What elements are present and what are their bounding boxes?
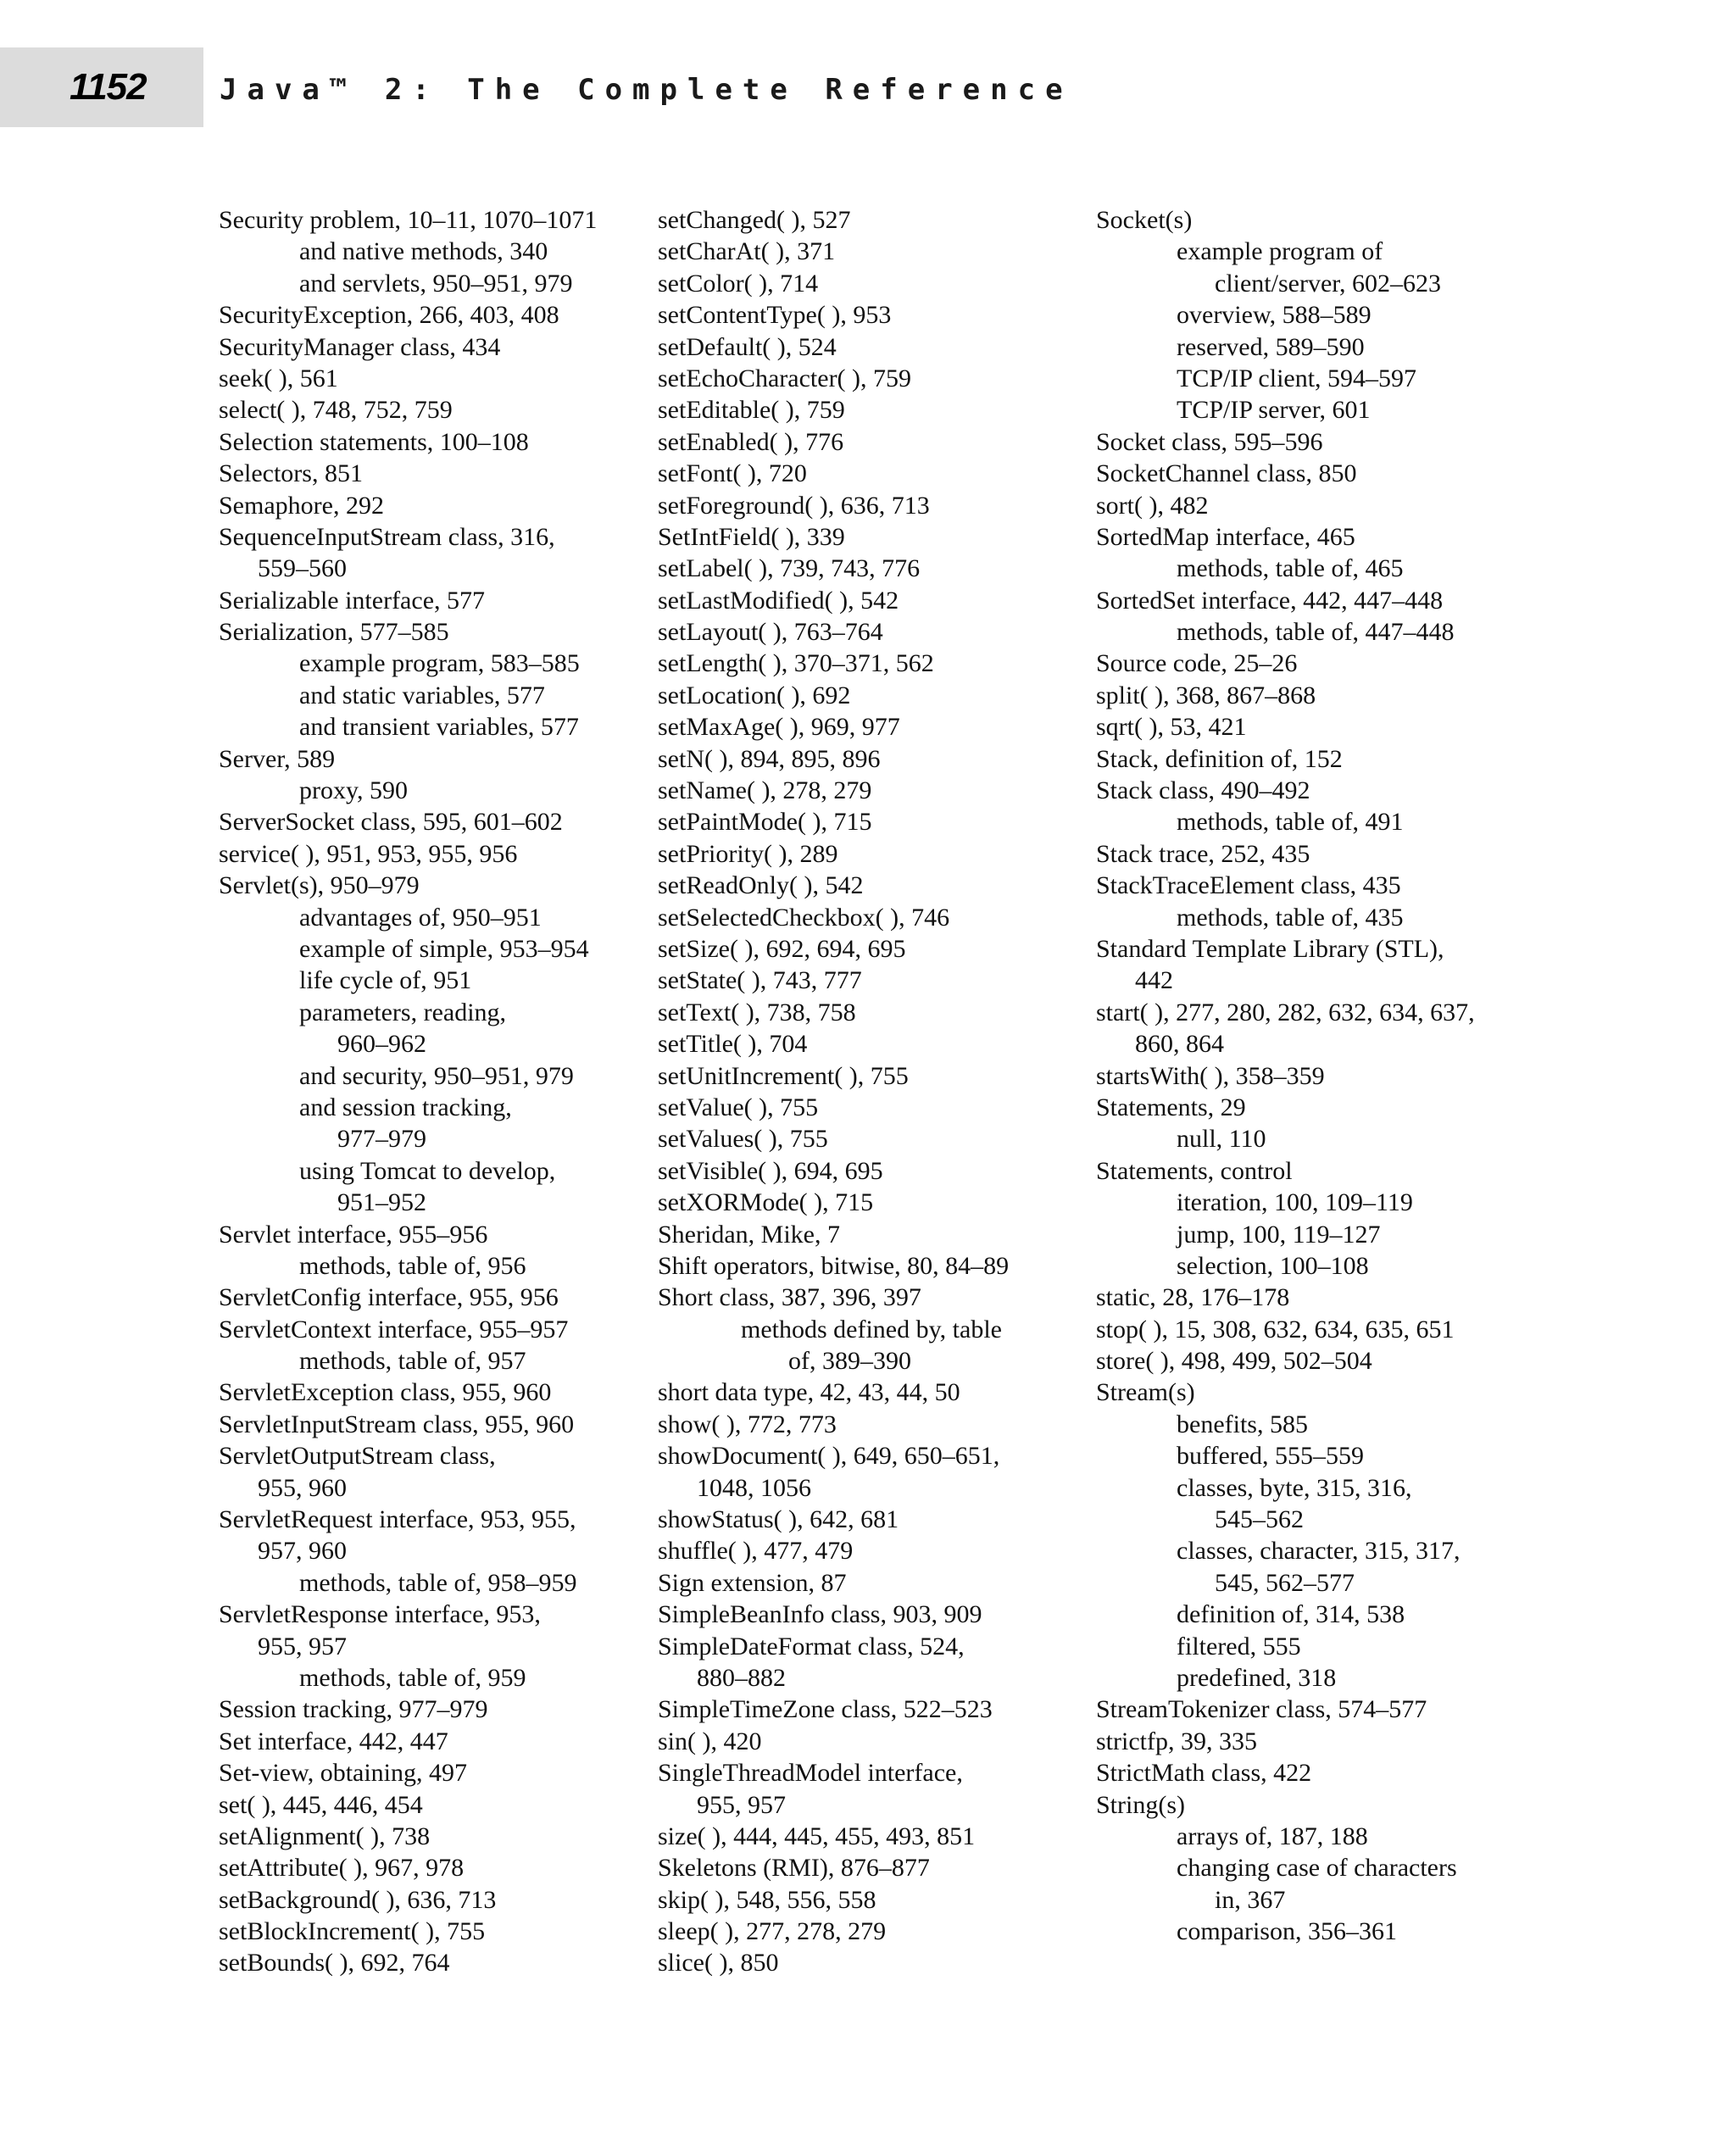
index-entry: strictfp, 39, 335 — [1096, 1727, 1257, 1755]
index-entry: 545, 562–577 — [1215, 1568, 1355, 1597]
index-entry: skip( ), 548, 556, 558 — [658, 1885, 876, 1914]
index-entry: setEchoCharacter( ), 759 — [658, 364, 912, 392]
index-entry: setBounds( ), 692, 764 — [219, 1949, 450, 1977]
index-entry: Serializable interface, 577 — [219, 586, 486, 615]
index-entry: split( ), 368, 867–868 — [1096, 681, 1316, 709]
index-entry: buffered, 555–559 — [1177, 1442, 1365, 1471]
index-entry: stop( ), 15, 308, 632, 634, 635, 651 — [1096, 1315, 1455, 1343]
index-entry: SingleThreadModel interface, — [658, 1759, 963, 1788]
index-entry: ServerSocket class, 595, 601–602 — [219, 808, 563, 837]
index-entry: sqrt( ), 53, 421 — [1096, 713, 1247, 742]
index-entry: ServletConfig interface, 955, 956 — [219, 1283, 559, 1312]
index-entry: classes, byte, 315, 316, — [1177, 1473, 1412, 1502]
index-entry: parameters, reading, — [299, 998, 507, 1026]
index-entry: StrictMath class, 422 — [1096, 1759, 1312, 1788]
index-entry: store( ), 498, 499, 502–504 — [1096, 1347, 1372, 1376]
index-entry: Statements, control — [1096, 1156, 1293, 1185]
index-entry: show( ), 772, 773 — [658, 1410, 837, 1438]
index-entry: sleep( ), 277, 278, 279 — [658, 1917, 887, 1946]
index-entry: String(s) — [1096, 1790, 1185, 1819]
index-entry: size( ), 444, 445, 455, 493, 851 — [658, 1822, 976, 1850]
index-entry: sort( ), 482 — [1096, 491, 1209, 520]
index-entry: 955, 960 — [258, 1473, 347, 1502]
index-entry: selection, 100–108 — [1177, 1251, 1369, 1280]
index-entry: Servlet interface, 955–956 — [219, 1220, 488, 1249]
index-entry: setXORMode( ), 715 — [658, 1188, 874, 1217]
index-entry: showDocument( ), 649, 650–651, — [658, 1442, 1000, 1471]
index-entry: short data type, 42, 43, 44, 50 — [658, 1378, 960, 1407]
index-entry: benefits, 585 — [1177, 1410, 1308, 1438]
index-entry: SimpleDateFormat class, 524, — [658, 1632, 965, 1660]
index-entry: overview, 588–589 — [1177, 301, 1372, 330]
index-entry: and native methods, 340 — [299, 237, 548, 266]
index-entry: null, 110 — [1177, 1125, 1266, 1154]
index-entry: changing case of characters — [1177, 1854, 1457, 1883]
page-number: 1152 — [70, 66, 147, 108]
index-entry: setMaxAge( ), 969, 977 — [658, 713, 900, 742]
index-entry: iteration, 100, 109–119 — [1177, 1188, 1413, 1217]
index-entry: SortedSet interface, 442, 447–448 — [1096, 586, 1444, 615]
index-entry: 545–562 — [1215, 1505, 1304, 1534]
index-entry: setN( ), 894, 895, 896 — [658, 744, 881, 773]
index-entry: jump, 100, 119–127 — [1177, 1220, 1381, 1249]
index-entry: Set-view, obtaining, 497 — [219, 1759, 468, 1788]
index-entry: slice( ), 850 — [658, 1949, 779, 1977]
index-entry: life cycle of, 951 — [299, 966, 472, 995]
index-entry: 1048, 1056 — [697, 1473, 811, 1502]
index-entry: 977–979 — [337, 1125, 426, 1154]
index-entry: classes, character, 315, 317, — [1177, 1537, 1461, 1566]
index-entry: Sign extension, 87 — [658, 1568, 847, 1597]
index-entry: 957, 960 — [258, 1537, 347, 1566]
index-entry: Socket(s) — [1096, 206, 1193, 234]
index-entry: and static variables, 577 — [299, 681, 545, 709]
index-entry: setEditable( ), 759 — [658, 396, 845, 425]
index-entry: setAttribute( ), 967, 978 — [219, 1854, 465, 1883]
index-entry: sin( ), 420 — [658, 1727, 762, 1755]
index-entry: methods, table of, 447–448 — [1177, 618, 1455, 647]
index-entry: ServletInputStream class, 955, 960 — [219, 1410, 575, 1438]
index-entry: SocketChannel class, 850 — [1096, 459, 1357, 488]
index-entry: setLastModified( ), 542 — [658, 586, 899, 615]
index-entry: setFont( ), 720 — [658, 459, 807, 488]
index-entry: 955, 957 — [258, 1632, 347, 1660]
index-entry: filtered, 555 — [1177, 1632, 1301, 1660]
index-entry: ServletResponse interface, 953, — [219, 1600, 541, 1629]
index-entry: Source code, 25–26 — [1096, 649, 1298, 678]
index-entry: 880–882 — [697, 1663, 786, 1692]
running-head: Java™ 2: The Complete Reference — [220, 73, 1073, 107]
index-entry: and security, 950–951, 979 — [299, 1061, 574, 1090]
index-entry: Short class, 387, 396, 397 — [658, 1283, 921, 1312]
index-entry: Selectors, 851 — [219, 459, 363, 488]
index-entry: StreamTokenizer class, 574–577 — [1096, 1695, 1427, 1724]
index-column-1 — [219, 204, 643, 1979]
index-entry: setSize( ), 692, 694, 695 — [658, 934, 906, 963]
index-entry: Stack, definition of, 152 — [1096, 744, 1343, 773]
index-entry: methods, table of, 957 — [299, 1347, 526, 1376]
index-entry: of, 389–390 — [788, 1347, 911, 1376]
index-entry: Session tracking, 977–979 — [219, 1695, 488, 1724]
index-entry: startsWith( ), 358–359 — [1096, 1061, 1325, 1090]
index-column-2 — [658, 204, 1082, 1979]
index-entry: ServletRequest interface, 953, 955, — [219, 1505, 576, 1534]
index-entry: SimpleBeanInfo class, 903, 909 — [658, 1600, 982, 1629]
index-entry: and transient variables, 577 — [299, 713, 579, 742]
index-entry: setUnitIncrement( ), 755 — [658, 1061, 909, 1090]
index-entry: proxy, 590 — [299, 776, 409, 805]
index-entry: setValue( ), 755 — [658, 1093, 819, 1121]
index-entry: showStatus( ), 642, 681 — [658, 1505, 899, 1534]
index-entry: Sheridan, Mike, 7 — [658, 1220, 840, 1249]
index-entry: and servlets, 950–951, 979 — [299, 269, 573, 298]
index-entry: service( ), 951, 953, 955, 956 — [219, 839, 518, 868]
index-entry: setLength( ), 370–371, 562 — [658, 649, 934, 678]
index-entry: Servlet(s), 950–979 — [219, 871, 420, 900]
index-entry: setReadOnly( ), 542 — [658, 871, 864, 900]
index-entry: Security problem, 10–11, 1070–1071 — [219, 206, 598, 234]
index-entry: methods, table of, 491 — [1177, 808, 1404, 837]
index-entry: example of simple, 953–954 — [299, 934, 589, 963]
index-entry: SequenceInputStream class, 316, — [219, 522, 555, 551]
index-entry: methods, table of, 958–959 — [299, 1568, 577, 1597]
index-entry: setLayout( ), 763–764 — [658, 618, 883, 647]
index-entry: methods, table of, 959 — [299, 1663, 526, 1692]
index-entry: in, 367 — [1215, 1885, 1286, 1914]
index-entry: setColor( ), 714 — [658, 269, 819, 298]
index-entry: Set interface, 442, 447 — [219, 1727, 448, 1755]
index-entry: setName( ), 278, 279 — [658, 776, 872, 805]
index-entry: seek( ), 561 — [219, 364, 338, 392]
index-entry: Selection statements, 100–108 — [219, 427, 529, 456]
index-entry: SetIntField( ), 339 — [658, 522, 845, 551]
index-entry: Socket class, 595–596 — [1096, 427, 1323, 456]
index-entry: setForeground( ), 636, 713 — [658, 491, 930, 520]
index-entry: setValues( ), 755 — [658, 1125, 828, 1154]
index-entry: SecurityException, 266, 403, 408 — [219, 301, 559, 330]
index-entry: select( ), 748, 752, 759 — [219, 396, 453, 425]
index-entry: SecurityManager class, 434 — [219, 332, 501, 361]
index-column-3 — [1096, 204, 1537, 1947]
index-entry: 955, 957 — [697, 1790, 786, 1819]
index-entry: setAlignment( ), 738 — [219, 1822, 431, 1850]
index-entry: ServletException class, 955, 960 — [219, 1378, 552, 1407]
index-entry: TCP/IP client, 594–597 — [1177, 364, 1417, 392]
index-entry: Server, 589 — [219, 744, 336, 773]
index-entry: setLabel( ), 739, 743, 776 — [658, 554, 921, 583]
index-entry: setChanged( ), 527 — [658, 206, 851, 234]
index-entry: SimpleTimeZone class, 522–523 — [658, 1695, 993, 1724]
index-entry: setBackground( ), 636, 713 — [219, 1885, 497, 1914]
index-entry: Semaphore, 292 — [219, 491, 384, 520]
index-entry: example program of — [1177, 237, 1383, 266]
index-entry: StackTraceElement class, 435 — [1096, 871, 1401, 900]
index-entry: definition of, 314, 538 — [1177, 1600, 1405, 1629]
index-entry: using Tomcat to develop, — [299, 1156, 556, 1185]
index-entry: arrays of, 187, 188 — [1177, 1822, 1368, 1850]
index-entry: advantages of, 950–951 — [299, 903, 542, 932]
index-entry: setEnabled( ), 776 — [658, 427, 844, 456]
index-entry: start( ), 277, 280, 282, 632, 634, 637, — [1096, 998, 1475, 1026]
index-entry: setTitle( ), 704 — [658, 1030, 808, 1059]
index-entry: 559–560 — [258, 554, 347, 583]
index-entry: Shift operators, bitwise, 80, 84–89 — [658, 1251, 1010, 1280]
index-entry: static, 28, 176–178 — [1096, 1283, 1290, 1312]
index-entry: 442 — [1135, 966, 1173, 995]
index-entry: setPriority( ), 289 — [658, 839, 838, 868]
index-entry: Standard Template Library (STL), — [1096, 934, 1444, 963]
index-entry: setPaintMode( ), 715 — [658, 808, 872, 837]
index-entry: reserved, 589–590 — [1177, 332, 1365, 361]
index-entry: set( ), 445, 446, 454 — [219, 1790, 423, 1819]
index-entry: Serialization, 577–585 — [219, 618, 449, 647]
index-entry: setText( ), 738, 758 — [658, 998, 856, 1026]
index-entry: setSelectedCheckbox( ), 746 — [658, 903, 950, 932]
index-entry: setLocation( ), 692 — [658, 681, 851, 709]
index-entry: and session tracking, — [299, 1093, 512, 1121]
index-entry: setCharAt( ), 371 — [658, 237, 836, 266]
index-entry: example program, 583–585 — [299, 649, 580, 678]
index-entry: methods defined by, table — [741, 1315, 1002, 1343]
index-entry: methods, table of, 956 — [299, 1251, 526, 1280]
index-entry: Stream(s) — [1096, 1378, 1195, 1407]
index-entry: Statements, 29 — [1096, 1093, 1246, 1121]
index-entry: ServletContext interface, 955–957 — [219, 1315, 569, 1343]
index-entry: setDefault( ), 524 — [658, 332, 837, 361]
index-entry: methods, table of, 435 — [1177, 903, 1404, 932]
index-entry: 860, 864 — [1135, 1030, 1224, 1059]
index-entry: setState( ), 743, 777 — [658, 966, 862, 995]
index-entry: ServletOutputStream class, — [219, 1442, 496, 1471]
index-entry: TCP/IP server, 601 — [1177, 396, 1371, 425]
index-entry: Stack class, 490–492 — [1096, 776, 1310, 805]
index-entry: shuffle( ), 477, 479 — [658, 1537, 854, 1566]
index-entry: methods, table of, 465 — [1177, 554, 1404, 583]
index-entry: setContentType( ), 953 — [658, 301, 892, 330]
index-entry: 951–952 — [337, 1188, 426, 1217]
index-entry: 960–962 — [337, 1030, 426, 1059]
index-entry: setBlockIncrement( ), 755 — [219, 1917, 486, 1946]
index-entry: SortedMap interface, 465 — [1096, 522, 1355, 551]
index-entry: Stack trace, 252, 435 — [1096, 839, 1310, 868]
index-entry: predefined, 318 — [1177, 1663, 1337, 1692]
index-entry: comparison, 356–361 — [1177, 1917, 1397, 1946]
index-entry: client/server, 602–623 — [1215, 269, 1442, 298]
index-entry: setVisible( ), 694, 695 — [658, 1156, 883, 1185]
index-entry: Skeletons (RMI), 876–877 — [658, 1854, 930, 1883]
